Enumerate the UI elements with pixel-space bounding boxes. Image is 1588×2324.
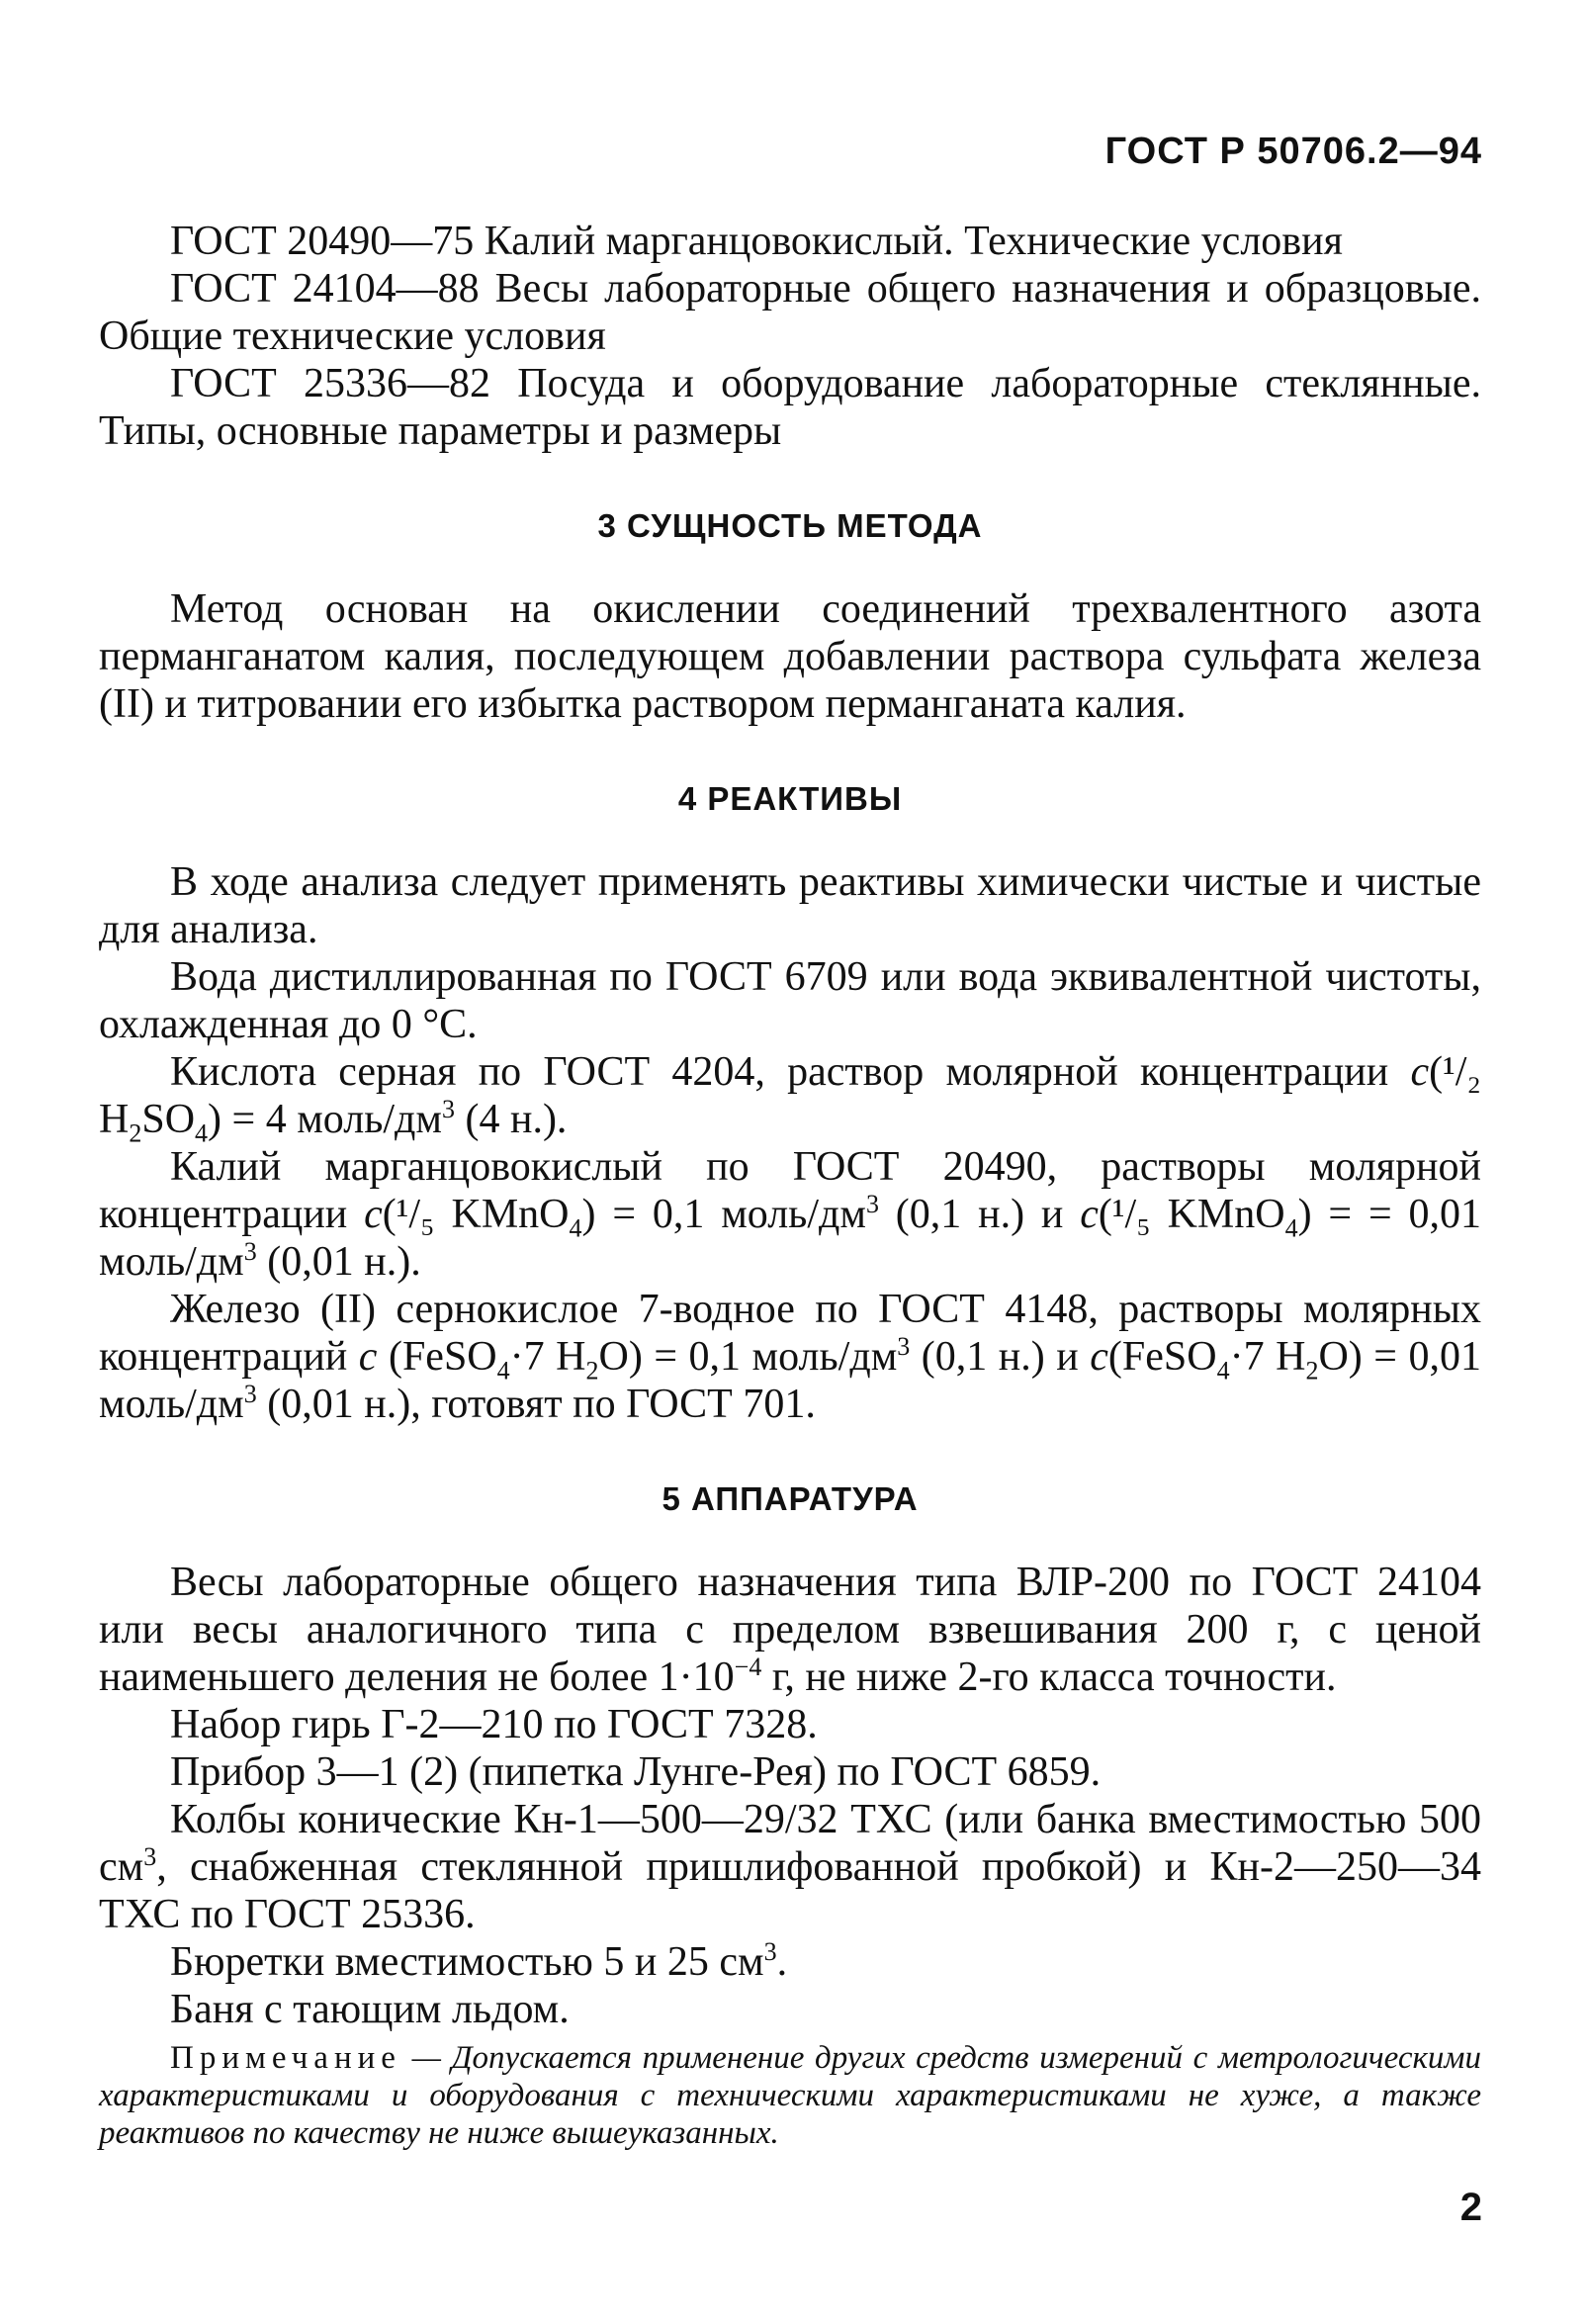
apparatus-scales-paragraph: Весы лабораторные общего назначения типа ВЛР-200 по ГОСТ 24104 или весы аналогичного типа с пределом взвешивания 200 г, с ценой наименьшего деления не более $1\cdot 10^{-4}$ г, не ниже 2-го класса точности. [99,1560,1481,1700]
apparatus-weights-paragraph: Набор гирь Г-2—210 по ГОСТ 7328. [170,1702,818,1747]
page-number: 2 [1459,2186,1482,2229]
document-code-header: ГОСТ Р 50706.2—94 [1104,131,1482,172]
reagent-sulfuric-acid-paragraph: Кислота серная по ГОСТ 4204, раствор молярной концентрации c(¹/₂ $H_2SO_4) = 4$ моль/$дм^3$ (4 н.). [99,1049,1481,1148]
reagents-intro-paragraph: В ходе анализа следует применять реактивы химически чистые и чистые для анализа. [99,859,1481,952]
reference-gost-20490: ГОСТ 20490—75 Калий марганцовокислый. Технические условия [170,219,1343,264]
note-text: — Допускается применение других средств измерений с метрологическими характеристиками и оборудования с техническими характеристиками не хуже, а также реактивов по качеству не ниже вышеуказанных. [99,2040,1481,2151]
section-5-title: 5 АППАРАТУРА [662,1480,919,1517]
note-label: Примечание [170,2040,401,2076]
apparatus-flasks-paragraph: Колбы конические Кн-1—500—29/32 ТХС (или банка вместимостью 500 $см^3$, снабженная стеклянной пришлифованной пробкой) и Кн-2—250—34 ТХС по ГОСТ 25336. [99,1797,1481,1937]
apparatus-pipette-paragraph: Прибор 3—1 (2) (пипетка Лунге-Рея) по ГОСТ 6859. [170,1749,1102,1795]
apparatus-burettes-paragraph: Бюретки вместимостью 5 и 25 $см^3$. [170,1937,788,1985]
section-4-title: 4 РЕАКТИВЫ [677,780,903,817]
apparatus-ice-bath-paragraph: Баня с тающим льдом. [170,1987,570,2032]
reference-gost-24104: ГОСТ 24104—88 Весы лабораторные общего назначения и образцовые. Общие технические условия [99,266,1481,359]
reference-gost-25336: ГОСТ 25336—82 Посуда и оборудование лабораторные стеклянные. Типы, основные параметры и размеры [99,361,1481,454]
reagent-water-paragraph: Вода дистиллированная по ГОСТ 6709 или вода эквивалентной чистоты, охлажденная до 0 °С. [99,954,1481,1047]
section-3-title: 3 СУЩНОСТЬ МЕТОДА [597,507,983,544]
reagent-permanganate-paragraph: Калий марганцовокислый по ГОСТ 20490, растворы молярной концентрации c(¹/₅ KMnO$_4$) = 0,1 моль/$дм^3$ (0,1 н.) и c(¹/₅ KMnO$_4$) = = 0,01 моль/$дм^3$ (0,01 н.). [99,1144,1481,1285]
method-principle-paragraph: Метод основан на окислении соединений трехвалентного азота перманганатом калия, последующем добавлении раствора сульфата железа (II) и титровании его избытка раствором перманганата калия. [99,586,1481,727]
reagent-iron-sulfate-paragraph: Железо (II) сернокислое 7-водное по ГОСТ 4148, растворы молярных концентраций c (FeSO$_4$·7 $H_2O) = 0,1$ моль/$дм^3$ (0,1 н.) и c(FeSO$_4$·7 $H_2O) = 0,01$ моль/$дм^3$ (0,01 н.), готовят по ГОСТ 701. [99,1287,1481,1427]
note-paragraph [99,2039,1481,2152]
document-body [99,218,1481,2152]
